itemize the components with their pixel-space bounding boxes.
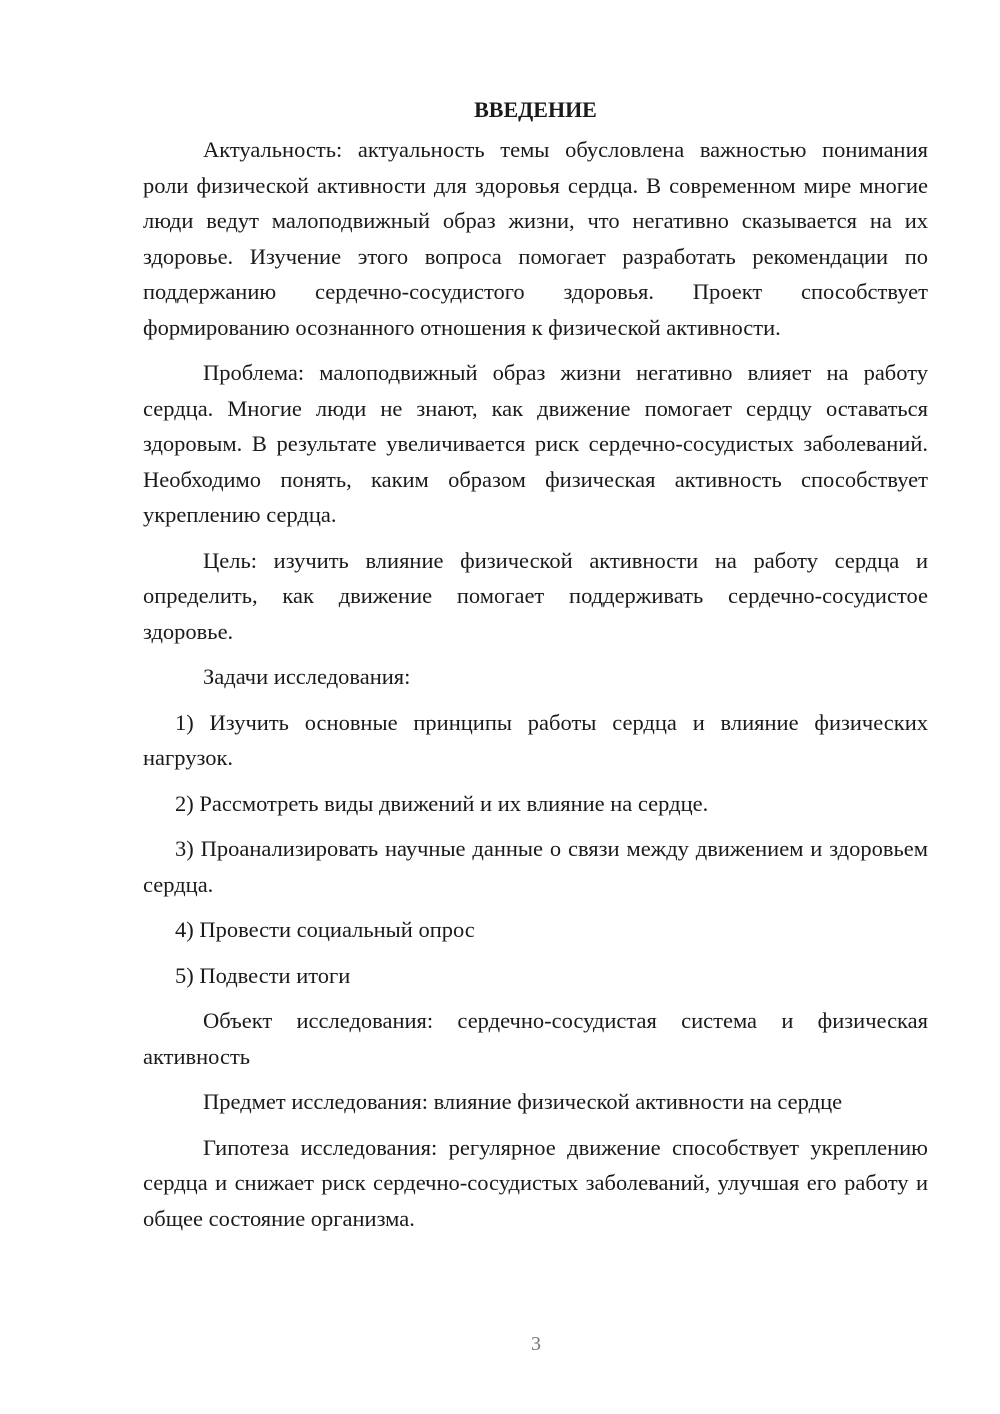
paragraph-goal: Цель: изучить влияние физической активности на работу сердца и определить, как движение помогает поддерживать сердечно-сосудистое здоровье. bbox=[143, 547, 928, 644]
task-item-5: 5) Подвести итоги bbox=[175, 962, 351, 988]
page-number: 3 bbox=[531, 1333, 541, 1355]
paragraph-object: Объект исследования: сердечно-сосудистая система и физическая активность bbox=[143, 1008, 928, 1069]
paragraph-hypothesis: Гипотеза исследования: регулярное движение способствует укреплению сердца и снижает риск сердечно-сосудистых заболеваний, улучшая его работу и общее состояние организма. bbox=[143, 1134, 928, 1231]
paragraph-problem: Проблема: малоподвижный образ жизни негативно влияет на работу сердца. Многие люди не знают, как движение помогает сердцу оставаться здоровым. В результате увеличивается риск сердечно-сосудистых заболеваний. Необходимо понять, каким образом физическая активность способствует укреплению сердца. bbox=[143, 360, 928, 527]
paragraph-relevance: Актуальность: актуальность темы обусловлена важностью понимания роли физической активности для здоровья сердца. В современном мире многие люди ведут малоподвижный образ жизни, что негативно сказывается на их здоровье. Изучение этого вопроса помогает разработать рекомендации по поддержанию сердечно-сосудистого здоровья. Проект способствует формированию осознанного отношения к физической активности. bbox=[143, 137, 928, 340]
task-item-3: 3) Проанализировать научные данные о связи между движением и здоровьем сердца. bbox=[143, 836, 928, 897]
task-item-4: 4) Провести социальный опрос bbox=[175, 917, 475, 942]
task-item-2: 2) Рассмотреть виды движений и их влияние на сердце. bbox=[175, 790, 709, 816]
task-item-1: 1) Изучить основные принципы работы сердца и влияние физических нагрузок. bbox=[143, 709, 928, 770]
paragraph-subject: Предмет исследования: влияние физической активности на сердце bbox=[203, 1089, 843, 1114]
section-heading: ВВЕДЕНИЕ bbox=[474, 97, 597, 122]
page-content bbox=[143, 92, 928, 1246]
paragraph-tasks-title: Задачи исследования: bbox=[203, 664, 411, 689]
